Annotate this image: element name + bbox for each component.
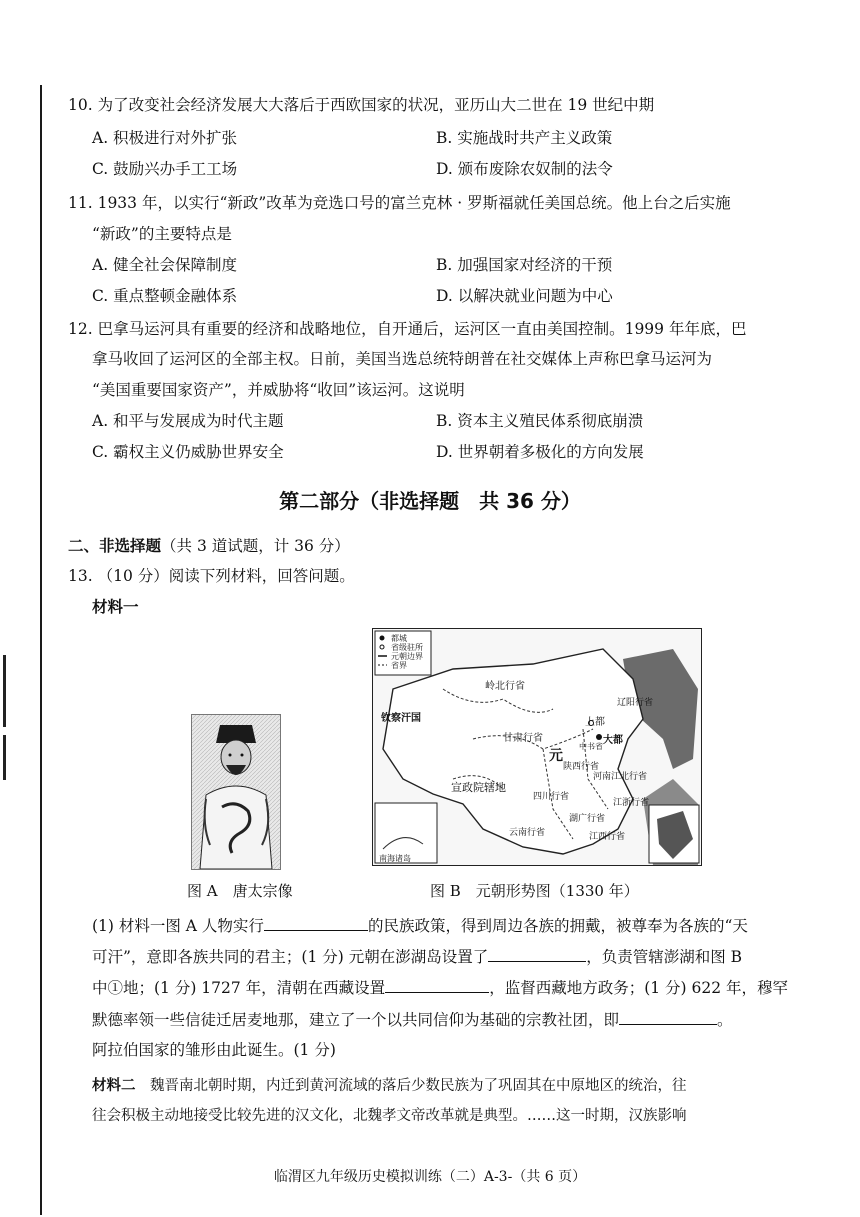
section2-detail: （共 3 道试题，计 36 分） [161, 537, 350, 555]
q11-option-d: D. 以解决就业问题为中心 [436, 287, 613, 305]
q11-option-a: A. 健全社会保障制度 [92, 256, 238, 274]
q12-option-c: C. 霸权主义仍威胁世界安全 [92, 443, 284, 461]
q12-stem-line1: 12. 巴拿马运河具有重要的经济和战略地位，自开通后，运河区一直由美国控制。1999 年年底，巴 [68, 320, 747, 338]
material2-line1 [92, 1076, 687, 1096]
label-zhongshu: 中书省 [579, 742, 603, 751]
q13-p1-line1 [92, 914, 748, 936]
label-yuan: 元 [549, 748, 563, 764]
answer-blank-4[interactable] [619, 1008, 717, 1025]
label-xuanzheng: 宣政院辖地 [451, 781, 506, 794]
answer-blank-2[interactable] [488, 945, 586, 962]
page-footer: 临渭区九年级历史模拟训练（二）A-3-（共 6 页） [273, 1169, 587, 1185]
label-shangdu: 上都 [585, 717, 605, 728]
q10-option-a: A. 积极进行对外扩张 [92, 129, 238, 147]
label-huguang: 湖广行省 [569, 814, 606, 824]
q10-option-c: C. 鼓励兴办手工工场 [92, 160, 238, 178]
legend-province-line: 省界 [391, 661, 407, 670]
section2-label: 二、非选择题 [68, 537, 162, 555]
q10-stem: 10. 为了改变社会经济发展大大落后于西欧国家的状况，亚历山大二世在 19 世纪中期 [68, 96, 655, 114]
q13-p1-line4 [92, 1008, 733, 1030]
label-dadu: 大都 [603, 735, 623, 746]
label-shaanxi: 陕西行省 [563, 762, 600, 772]
yuan-dynasty-map [372, 628, 702, 866]
label-jiangxi: 江西行省 [589, 832, 626, 842]
q12-stem-line2: 拿马收回了运河区的全部主权。日前，美国当选总统特朗普在社交媒体上声称巴拿马运河为 [92, 350, 713, 368]
q11-option-b: B. 加强国家对经济的干预 [436, 256, 613, 274]
q11-option-c: C. 重点整顿金融体系 [92, 287, 238, 305]
label-inset-islands: 南海诸岛 [379, 854, 411, 863]
caption-figure-a: 图 A 唐太宗像 [187, 882, 293, 900]
scan-mark [3, 735, 6, 780]
section2-heading [68, 536, 350, 556]
q13-p1-text: ，监督西藏地方政务；(1 分) 622 年，穆罕 [489, 979, 789, 997]
q11-stem-line1: 11. 1933 年，以实行“新政”改革为竞选口号的富兰克林 · 罗斯福就任美国总统。他上台之后实施 [68, 194, 731, 212]
q13-p1-text: ，负责管辖澎湖和图 B [586, 948, 743, 966]
q13-p1-text: 默德率领一些信徒迁居麦地那，建立了一个以共同信仰为基础的宗教社团，即 [92, 1011, 620, 1029]
q13-p1-text: 可汗”，意即各族共同的君主；(1 分) 元朝在澎湖岛设置了 [92, 948, 489, 966]
part2-title: 第二部分（非选择题 共 36 分） [279, 489, 581, 513]
q13-p1-line2 [92, 945, 742, 967]
q10-option-d: D. 颁布废除农奴制的法令 [436, 160, 613, 178]
legend-border: 元朝边界 [391, 652, 423, 661]
scan-mark [3, 655, 6, 727]
q11-stem-line2: “新政”的主要特点是 [92, 225, 232, 243]
answer-blank-3[interactable] [385, 976, 489, 993]
material2-label: 材料二 [92, 1078, 136, 1094]
q12-option-d: D. 世界朝着多极化的方向发展 [436, 443, 644, 461]
q13-stem: 13. （10 分）阅读下列材料，回答问题。 [68, 567, 355, 585]
label-henan: 河南江北行省 [593, 772, 648, 782]
label-yunnan: 云南行省 [509, 828, 546, 838]
caption-figure-b: 图 B 元朝形势图（1330 年） [430, 882, 639, 900]
q13-p1-line3 [92, 976, 788, 998]
q12-stem-line3: “美国重要国家资产”，并威胁将“收回”该运河。这说明 [92, 381, 465, 399]
q13-p1-text: 的民族政策，得到周边各族的拥戴，被尊奉为各族的“天 [367, 917, 748, 935]
label-lingbei: 岭北行省 [485, 681, 525, 692]
material2-text: 魏晋南北朝时期，内迁到黄河流域的落后少数民族为了巩固其在中原地区的统治，往 [150, 1078, 687, 1094]
label-gansu: 甘肃行省 [503, 733, 543, 744]
label-liaoyang: 辽阳行省 [617, 698, 654, 708]
material1-label: 材料一 [92, 598, 139, 616]
q13-p1-text: 中①地；(1 分) 1727 年，清朝在西藏设置 [92, 979, 386, 997]
portrait-tang-taizong [191, 714, 281, 870]
q12-option-a: A. 和平与发展成为时代主题 [92, 412, 284, 430]
label-jinchahan: 钦察汗国 [381, 713, 421, 724]
q10-option-b: B. 实施战时共产主义政策 [436, 129, 613, 147]
q12-option-b: B. 资本主义殖民体系彻底崩溃 [436, 412, 644, 430]
q13-p1-line5: 阿拉伯国家的雏形由此诞生。(1 分) [92, 1041, 336, 1059]
legend-provincial-seat: 省级驻所 [391, 643, 423, 652]
material2-line2: 往会积极主动地接受比较先进的汉文化，北魏孝文帝改革就是典型。……这一时期，汉族影响 [92, 1108, 687, 1124]
q13-p1-text: 。 [717, 1011, 733, 1029]
answer-blank-1[interactable] [264, 914, 368, 931]
legend-capital: 都城 [391, 634, 407, 643]
q13-p1-text: (1) 材料一图 A 人物实行 [92, 917, 264, 935]
label-sichuan: 四川行省 [533, 792, 570, 802]
label-jiangzhe: 江浙行省 [613, 798, 650, 808]
margin-rule [40, 85, 42, 1215]
